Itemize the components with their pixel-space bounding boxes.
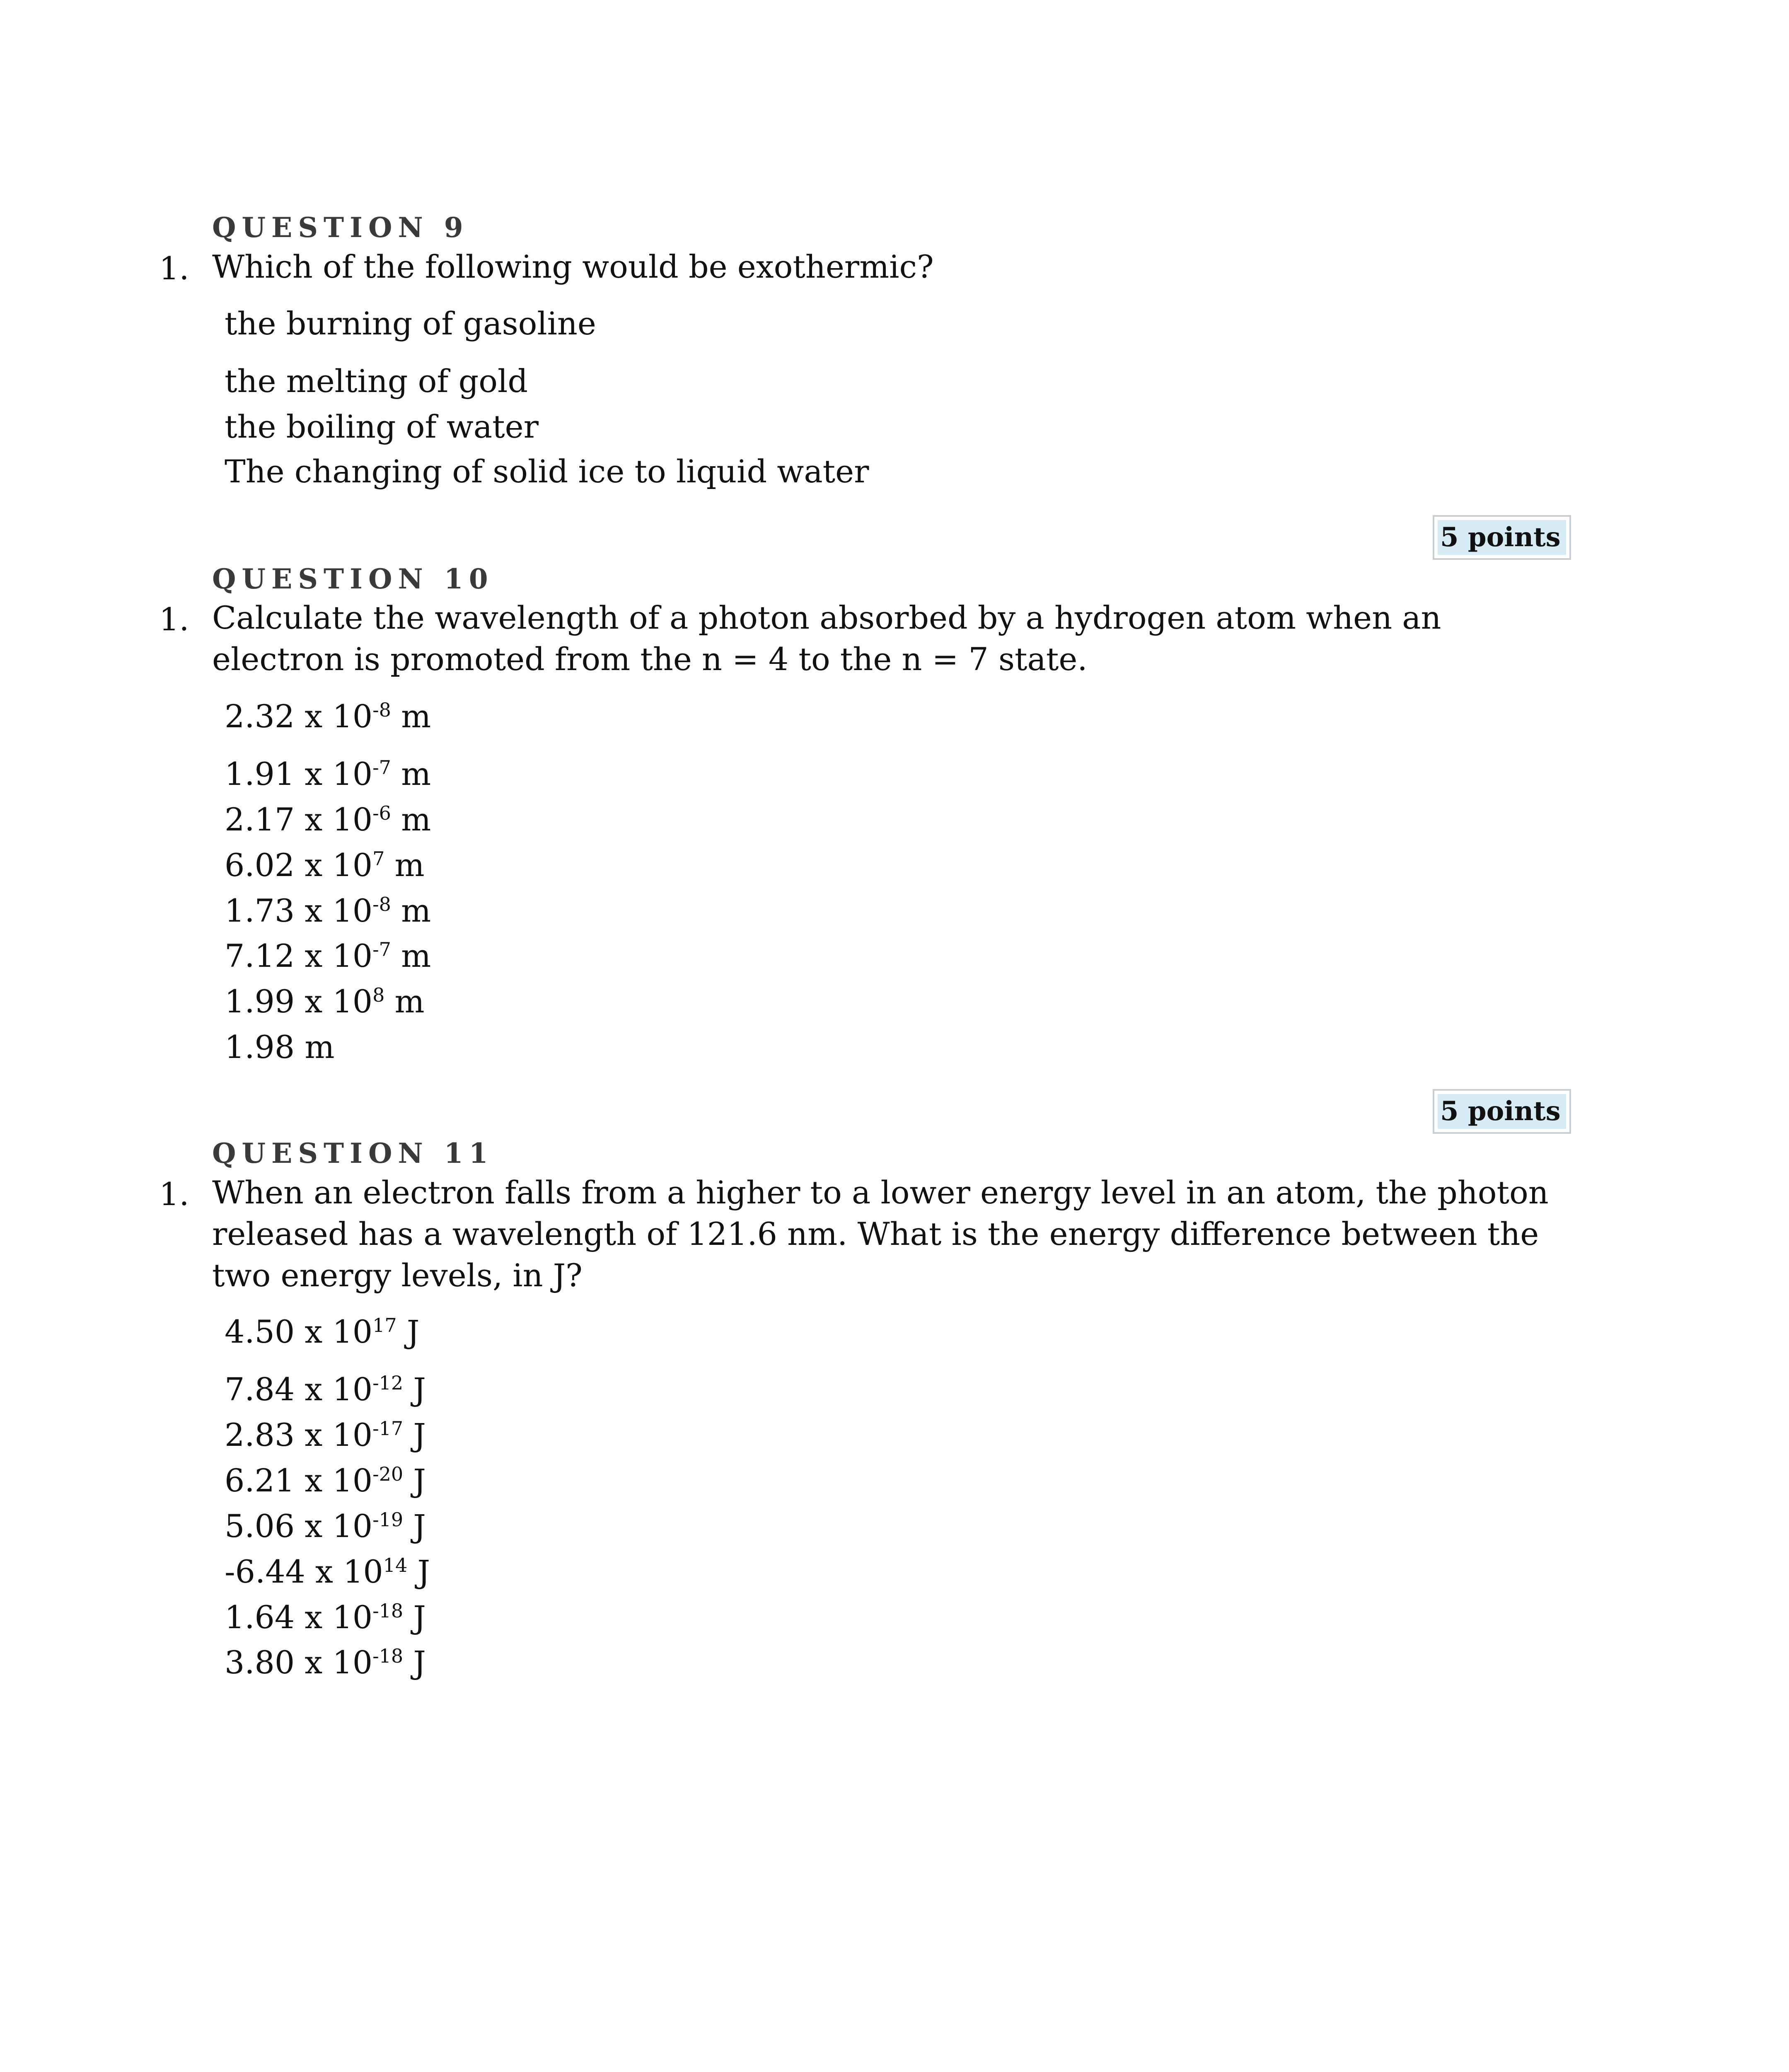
question-9-option-4[interactable]: The changing of solid ice to liquid water <box>225 453 869 490</box>
question-10-option-6[interactable]: 7.12 x $10^{-7}$ m <box>225 937 431 974</box>
question-10-option-1[interactable]: 2.32 x $10^{-8}$ m <box>225 698 431 735</box>
question-11-option-3[interactable]: 2.83 x $10^{-17}$ J <box>225 1416 426 1453</box>
question-11-option-5[interactable]: 5.06 x $10^{-19}$ J <box>225 1508 426 1544</box>
question-10-option-4[interactable]: 6.02 x $10^7$ m <box>225 847 425 884</box>
question-11-option-2[interactable]: 7.84 x $10^{-12}$ J <box>225 1371 426 1408</box>
question-11-prompt: When an electron falls from a higher to a lower energy level in an atom, the photon released has a wavelength of 121.6 nm. What is the energy difference between the two energy levels, in J? <box>212 1174 1549 1294</box>
question-9-option-3[interactable]: the boiling of water <box>225 408 539 445</box>
question-9-option-2[interactable]: the melting of gold <box>225 363 528 399</box>
question-10-option-7[interactable]: 1.99 x $10^8$ m <box>225 983 425 1020</box>
question-9-prompt: Which of the following would be exothermic? <box>212 248 934 285</box>
question-10-option-3[interactable]: 2.17 x $10^{-6}$ m <box>225 801 431 838</box>
question-11-heading: QUESTION 11 <box>212 1137 494 1169</box>
question-9-points-label: 5 points <box>1438 520 1566 555</box>
question-11-option-1[interactable]: 4.50 x $10^{17}$ J <box>225 1313 420 1350</box>
question-10-points-label: 5 points <box>1438 1094 1566 1129</box>
question-10-prompt: Calculate the wavelength of a photon absorbed by a hydrogen atom when an electron is promoted from the n = 4 to the n = 7 state. <box>212 599 1441 678</box>
question-10-option-5[interactable]: 1.73 x $10^{-8}$ m <box>225 892 431 929</box>
question-9-points-badge <box>1433 515 1571 560</box>
question-10-number: 1. <box>159 601 189 638</box>
question-11-number: 1. <box>159 1176 189 1213</box>
question-11-option-6[interactable]: -6.44 x $10^{14}$ J <box>225 1553 430 1590</box>
question-9-number: 1. <box>159 250 189 287</box>
question-10-heading: QUESTION 10 <box>212 563 494 595</box>
question-10-option-8[interactable]: 1.98 m <box>225 1029 335 1065</box>
question-10-option-2[interactable]: 1.91 x $10^{-7}$ m <box>225 755 431 792</box>
question-11-option-4[interactable]: 6.21 x $10^{-20}$ J <box>225 1462 426 1499</box>
question-10-points-badge <box>1433 1089 1571 1134</box>
question-9-option-1[interactable]: the burning of gasoline <box>225 305 596 342</box>
question-11-option-8[interactable]: 3.80 x $10^{-18}$ J <box>225 1644 426 1681</box>
question-11-option-7[interactable]: 1.64 x $10^{-18}$ J <box>225 1599 426 1636</box>
question-9-heading: QUESTION 9 <box>212 211 469 244</box>
